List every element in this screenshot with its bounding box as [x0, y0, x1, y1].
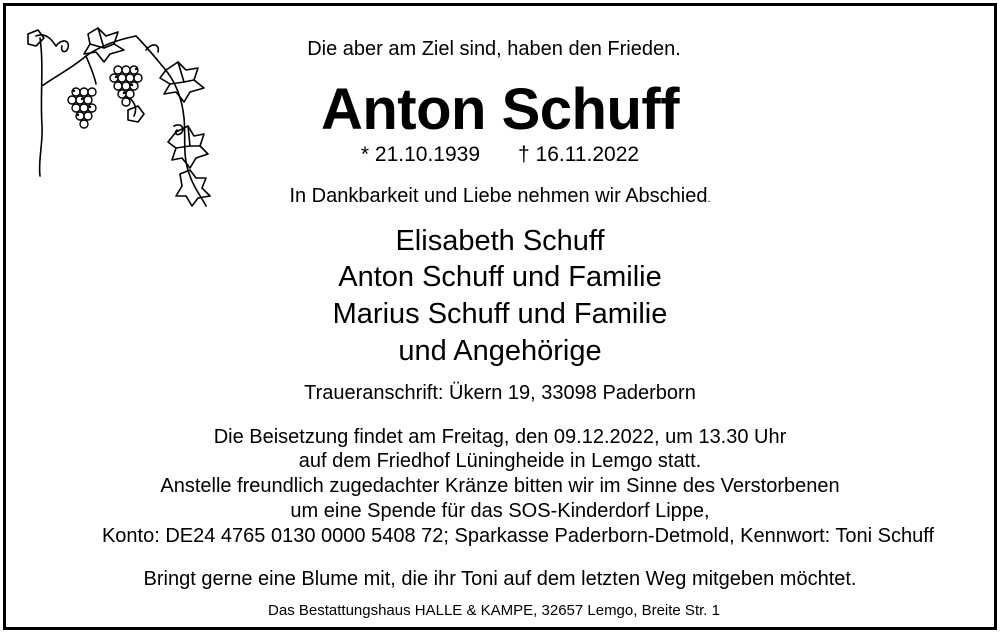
deceased-name: Anton Schuff — [320, 77, 680, 142]
farewell-line — [6, 185, 994, 208]
mourner-name: Marius Schuff und Familie — [332, 298, 668, 330]
mourning-address: Traueranschrift: Ükern 19, 33098 Paderborn — [304, 382, 696, 404]
funeral-detail-line: um eine Spende für das SOS-Kinderdorf Lippe, — [290, 500, 710, 522]
life-dates — [6, 143, 994, 167]
mourner-name: Anton Schuff und Familie — [338, 261, 662, 293]
funeral-detail-line: Die Beisetzung findet am Freitag, den 09.12.2022, um 13.30 Uhr — [213, 426, 787, 448]
donation-account-line: Konto: DE24 4765 0130 0000 5408 72; Sparkasse Paderborn-Detmold, Kennwort: Toni Schuff — [101, 525, 935, 547]
death-date: † 16.11.2022 — [518, 143, 640, 166]
funeral-home: Das Bestattungshaus HALLE & KAMPE, 32657 Lemgo, Breite Str. 1 — [268, 602, 720, 619]
mourner-name: und Angehörige — [398, 335, 602, 367]
funeral-detail-line: Anstelle freundlich zugedachter Kränze bitten wir im Sinne des Verstorbenen — [160, 475, 840, 497]
closing-line: Bringt gerne eine Blume mit, die ihr Toni auf dem letzten Weg mitgeben möchtet. — [143, 568, 857, 590]
obituary-frame — [3, 3, 997, 630]
mourner-name: Elisabeth Schuff — [395, 225, 605, 257]
farewell-dot: . — [707, 193, 711, 205]
farewell-text: In Dankbarkeit und Liebe nehmen wir Abschied — [289, 185, 708, 207]
bible-quote: Die aber am Ziel sind, haben den Frieden. — [307, 38, 681, 60]
birth-date: * 21.10.1939 — [360, 143, 481, 166]
funeral-detail-line: auf dem Friedhof Lüningheide in Lemgo statt. — [298, 450, 702, 472]
